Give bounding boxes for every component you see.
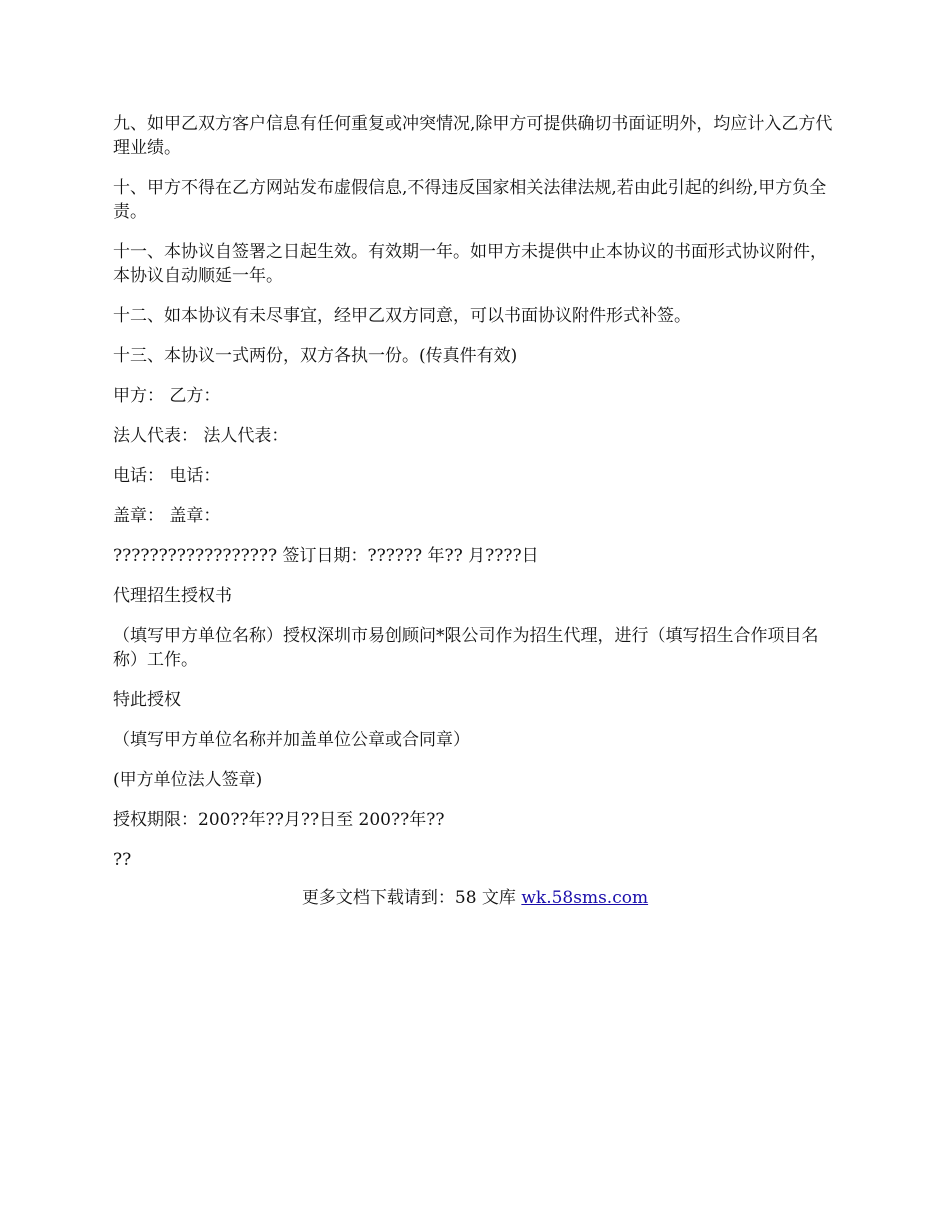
clause-11: 十一、本协议自签署之日起生效。有效期一年。如甲方未提供中止本协议的书面形式协议附件，本协议自动顺延一年。 xyxy=(113,242,827,286)
authorization-period: 授权期限：200??年??月??日至 200??年?? xyxy=(113,810,445,830)
authorization-title: 代理招生授权书 xyxy=(113,586,232,606)
authorization-text: （填写甲方单位名称）授权深圳市易创顾问*限公司作为招生代理，进行（填写招生合作项目名称）工作。 xyxy=(113,626,819,670)
legal-rep-line: 法人代表： 法人代表： xyxy=(113,426,289,446)
document-body xyxy=(113,112,840,888)
fill-party-name-note: （填写甲方单位名称并加盖单位公章或合同章） xyxy=(113,730,470,750)
sign-date-line: ?????????????????? 签订日期：?????? 年?? 月????日 xyxy=(113,546,539,566)
special-authorization: 特此授权 xyxy=(113,690,181,710)
footer-prefix: 更多文档下载请到：58 文库 xyxy=(301,888,522,908)
clause-13: 十三、本协议一式两份，双方各执一份。(传真件有效) xyxy=(113,346,518,366)
trailing-placeholder: ?? xyxy=(113,850,132,870)
clause-9: 九、如甲乙双方客户信息有任何重复或冲突情况,除甲方可提供确切书面证明外，均应计入乙方代理业绩。 xyxy=(113,114,833,158)
legal-signature-note: (甲方单位法人签章) xyxy=(113,770,263,790)
footer xyxy=(0,886,950,910)
clause-12: 十二、如本协议有未尽事宜，经甲乙双方同意，可以书面协议附件形式补签。 xyxy=(113,306,691,326)
clause-10: 十、甲方不得在乙方网站发布虚假信息,不得违反国家相关法律法规,若由此引起的纠纷,甲方负全责。 xyxy=(113,178,827,222)
footer-link[interactable]: wk.58sms.com xyxy=(521,888,649,908)
phone-line: 电话： 电话： xyxy=(113,466,221,486)
seal-line: 盖章： 盖章： xyxy=(113,506,221,526)
party-line: 甲方： 乙方： xyxy=(113,386,221,406)
